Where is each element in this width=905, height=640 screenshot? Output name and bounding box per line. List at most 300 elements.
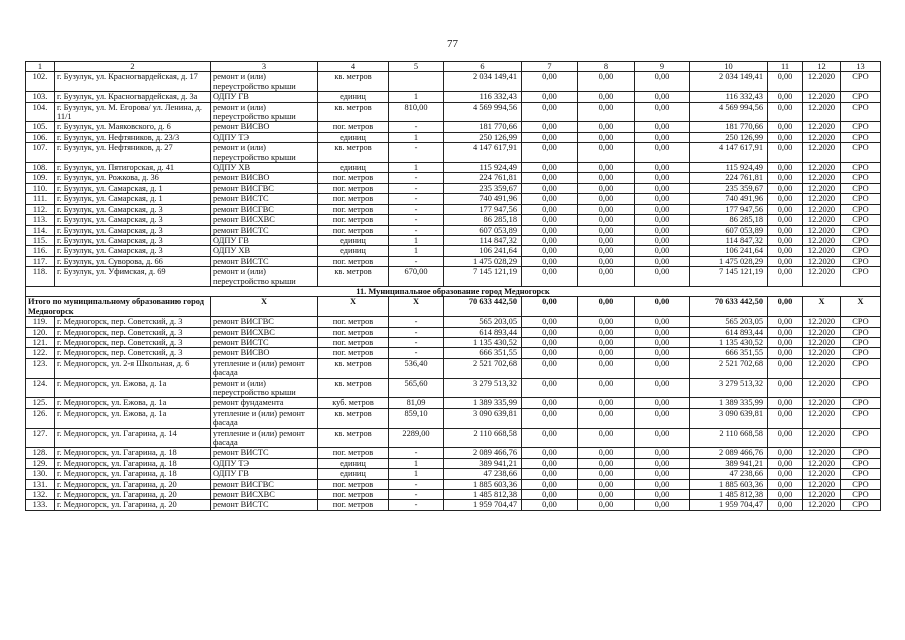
deadline-cell: 12.2020	[803, 428, 841, 448]
method-cell: СРО	[841, 327, 881, 337]
address-cell: г. Бузулук, ул. Пятигорская, д. 41	[55, 163, 211, 173]
regional-budget-cell: 0,00	[578, 267, 635, 287]
method-cell: СРО	[841, 348, 881, 358]
row-number: 111.	[26, 194, 55, 204]
method-cell: СРО	[841, 256, 881, 266]
address-cell: г. Бузулук, ул. М. Егорова/ ул. Ленина, д. 11/1	[55, 102, 211, 122]
quantity-cell: 81,09	[389, 398, 444, 408]
owner-funds-cell: 740 491,96	[690, 194, 768, 204]
owner-funds-cell: 224 761,81	[690, 173, 768, 183]
method-cell: СРО	[841, 246, 881, 256]
deadline-cell: 12.2020	[803, 448, 841, 458]
address-cell: г. Бузулук, ул. Маяковского, д. 6	[55, 122, 211, 132]
regional-budget-cell: 0,00	[578, 317, 635, 327]
column-number: 13	[841, 62, 881, 72]
specific-cost-cell: 0,00	[768, 204, 803, 214]
table-row	[26, 458, 881, 468]
address-cell: г. Бузулук, ул. Самарская, д. 3	[55, 204, 211, 214]
row-number: 103.	[26, 92, 55, 102]
total-work-cell: X	[211, 297, 318, 317]
fund-cell: 0,00	[522, 204, 578, 214]
row-number: 132.	[26, 490, 55, 500]
fund-cell: 0,00	[522, 122, 578, 132]
local-budget-cell: 0,00	[635, 458, 690, 468]
unit-cell: единиц	[318, 469, 389, 479]
deadline-cell: 12.2020	[803, 327, 841, 337]
owner-funds-cell: 4 569 994,56	[690, 102, 768, 122]
table-row	[26, 235, 881, 245]
unit-cell: кв. метров	[318, 358, 389, 378]
deadline-cell: 12.2020	[803, 490, 841, 500]
owner-funds-cell: 2 110 668,58	[690, 428, 768, 448]
owner-funds-cell: 86 285,18	[690, 215, 768, 225]
local-budget-cell: 0,00	[635, 183, 690, 193]
deadline-cell: 12.2020	[803, 398, 841, 408]
section-title-row	[26, 286, 881, 296]
table-row	[26, 102, 881, 122]
regional-budget-cell: 0,00	[578, 183, 635, 193]
quantity-cell: -	[389, 337, 444, 347]
regional-budget-cell: 0,00	[578, 235, 635, 245]
work-type-cell: ремонт и (или) переустройство крыши	[211, 72, 318, 92]
owner-funds-cell: 614 893,44	[690, 327, 768, 337]
owner-funds-cell: 250 126,99	[690, 132, 768, 142]
column-number: 6	[444, 62, 522, 72]
column-number: 7	[522, 62, 578, 72]
total-row	[26, 297, 881, 317]
total-cost-cell: 116 332,43	[444, 92, 522, 102]
table-row	[26, 225, 881, 235]
owner-funds-cell: 116 332,43	[690, 92, 768, 102]
quantity-cell: -	[389, 479, 444, 489]
deadline-cell: 12.2020	[803, 173, 841, 183]
method-cell: СРО	[841, 204, 881, 214]
total-cost-cell: 389 941,21	[444, 458, 522, 468]
total-cost-cell: 224 761,81	[444, 173, 522, 183]
fund-cell: 0,00	[522, 267, 578, 287]
row-number: 108.	[26, 163, 55, 173]
table-row	[26, 479, 881, 489]
table-row	[26, 408, 881, 428]
method-cell: СРО	[841, 337, 881, 347]
method-cell: СРО	[841, 358, 881, 378]
method-cell: СРО	[841, 469, 881, 479]
work-type-cell: ремонт ВИСТС	[211, 500, 318, 510]
row-number: 120.	[26, 327, 55, 337]
method-cell: СРО	[841, 215, 881, 225]
fund-cell: 0,00	[522, 235, 578, 245]
fund-cell: 0,00	[522, 428, 578, 448]
row-number: 121.	[26, 337, 55, 347]
quantity-cell: -	[389, 348, 444, 358]
regional-budget-cell: 0,00	[578, 72, 635, 92]
method-cell: СРО	[841, 122, 881, 132]
local-budget-cell: 0,00	[635, 500, 690, 510]
work-type-cell: ремонт ВИСТС	[211, 194, 318, 204]
unit-cell: пог. метров	[318, 173, 389, 183]
table-row	[26, 163, 881, 173]
method-cell: СРО	[841, 225, 881, 235]
specific-cost-cell: 0,00	[768, 132, 803, 142]
unit-cell: пог. метров	[318, 183, 389, 193]
deadline-cell: 12.2020	[803, 479, 841, 489]
total-cost-cell: 177 947,56	[444, 204, 522, 214]
address-cell: г. Медногорск, ул. Гагарина, д. 18	[55, 469, 211, 479]
page-number: 77	[447, 38, 458, 50]
deadline-cell: 12.2020	[803, 215, 841, 225]
owner-funds-cell: 7 145 121,19	[690, 267, 768, 287]
local-budget-cell: 0,00	[635, 448, 690, 458]
fund-cell: 0,00	[522, 215, 578, 225]
total-cost-cell: 3 090 639,81	[444, 408, 522, 428]
quantity-cell: 1	[389, 132, 444, 142]
owner-funds-cell: 181 770,66	[690, 122, 768, 132]
method-cell: СРО	[841, 398, 881, 408]
specific-cost-cell: 0,00	[768, 194, 803, 204]
row-number: 114.	[26, 225, 55, 235]
row-number: 131.	[26, 479, 55, 489]
method-cell: СРО	[841, 448, 881, 458]
work-type-cell: ремонт ВИСТС	[211, 256, 318, 266]
row-number: 128.	[26, 448, 55, 458]
deadline-cell: 12.2020	[803, 267, 841, 287]
row-number: 116.	[26, 246, 55, 256]
unit-cell: единиц	[318, 92, 389, 102]
owner-funds-cell: 389 941,21	[690, 458, 768, 468]
unit-cell: кв. метров	[318, 267, 389, 287]
address-cell: г. Медногорск, ул. Гагарина, д. 14	[55, 428, 211, 448]
row-number: 122.	[26, 348, 55, 358]
table-row	[26, 246, 881, 256]
fund-cell: 0,00	[522, 479, 578, 489]
section-title: 11. Муниципальное образование город Медногорск	[26, 286, 881, 296]
quantity-cell: 859,10	[389, 408, 444, 428]
unit-cell: единиц	[318, 163, 389, 173]
table-row	[26, 183, 881, 193]
unit-cell: кв. метров	[318, 408, 389, 428]
regional-budget-cell: 0,00	[578, 398, 635, 408]
specific-cost-cell: 0,00	[768, 235, 803, 245]
row-number: 104.	[26, 102, 55, 122]
row-number: 126.	[26, 408, 55, 428]
specific-cost-cell: 0,00	[768, 102, 803, 122]
total-qty-cell: X	[389, 297, 444, 317]
deadline-cell: 12.2020	[803, 122, 841, 132]
table-row	[26, 122, 881, 132]
total-c7-cell: 0,00	[522, 297, 578, 317]
row-number: 133.	[26, 500, 55, 510]
work-type-cell: утепление и (или) ремонт фасада	[211, 428, 318, 448]
total-cost-cell: 3 279 513,32	[444, 378, 522, 398]
total-cost-cell: 1 389 335,99	[444, 398, 522, 408]
unit-cell: пог. метров	[318, 348, 389, 358]
quantity-cell: -	[389, 204, 444, 214]
address-cell: г. Медногорск, ул. Гагарина, д. 18	[55, 458, 211, 468]
total-cost-cell: 740 491,96	[444, 194, 522, 204]
deadline-cell: 12.2020	[803, 102, 841, 122]
column-number-row	[26, 62, 881, 72]
total-cost-cell: 235 359,67	[444, 183, 522, 193]
total-cost-cell: 1 485 812,38	[444, 490, 522, 500]
work-type-cell: ремонт ВИСТС	[211, 225, 318, 235]
address-cell: г. Бузулук, ул. Самарская, д. 3	[55, 246, 211, 256]
total-cost-cell: 2 034 149,41	[444, 72, 522, 92]
fund-cell: 0,00	[522, 358, 578, 378]
specific-cost-cell: 0,00	[768, 173, 803, 183]
deadline-cell: 12.2020	[803, 92, 841, 102]
specific-cost-cell: 0,00	[768, 72, 803, 92]
work-type-cell: ОДПУ ТЭ	[211, 132, 318, 142]
address-cell: г. Бузулук, ул. Уфимская, д. 69	[55, 267, 211, 287]
address-cell: г. Бузулук, ул. Самарская, д. 1	[55, 194, 211, 204]
regional-budget-cell: 0,00	[578, 122, 635, 132]
regional-budget-cell: 0,00	[578, 256, 635, 266]
deadline-cell: 12.2020	[803, 132, 841, 142]
address-cell: г. Медногорск, ул. Гагарина, д. 20	[55, 479, 211, 489]
specific-cost-cell: 0,00	[768, 469, 803, 479]
table-row	[26, 448, 881, 458]
owner-funds-cell: 3 279 513,32	[690, 378, 768, 398]
quantity-cell: -	[389, 490, 444, 500]
table-row	[26, 469, 881, 479]
local-budget-cell: 0,00	[635, 398, 690, 408]
column-number: 1	[26, 62, 55, 72]
table-row	[26, 215, 881, 225]
row-number: 115.	[26, 235, 55, 245]
row-number: 110.	[26, 183, 55, 193]
owner-funds-cell: 607 053,89	[690, 225, 768, 235]
table-row	[26, 500, 881, 510]
address-cell: г. Медногорск, ул. 2-я Школьная, д. 6	[55, 358, 211, 378]
address-cell: г. Медногорск, ул. Гагарина, д. 18	[55, 448, 211, 458]
regional-budget-cell: 0,00	[578, 132, 635, 142]
work-type-cell: ремонт ВИСВО	[211, 122, 318, 132]
local-budget-cell: 0,00	[635, 337, 690, 347]
work-type-cell: ремонт и (или) переустройство крыши	[211, 378, 318, 398]
regional-budget-cell: 0,00	[578, 348, 635, 358]
unit-cell: пог. метров	[318, 490, 389, 500]
deadline-cell: 12.2020	[803, 225, 841, 235]
local-budget-cell: 0,00	[635, 122, 690, 132]
unit-cell: пог. метров	[318, 479, 389, 489]
fund-cell: 0,00	[522, 327, 578, 337]
specific-cost-cell: 0,00	[768, 267, 803, 287]
regional-budget-cell: 0,00	[578, 428, 635, 448]
owner-funds-cell: 235 359,67	[690, 183, 768, 193]
address-cell: г. Медногорск, ул. Гагарина, д. 20	[55, 490, 211, 500]
work-type-cell: ОДПУ ГВ	[211, 235, 318, 245]
deadline-cell: 12.2020	[803, 337, 841, 347]
address-cell: г. Медногорск, ул. Ежова, д. 1а	[55, 408, 211, 428]
work-type-cell: ремонт ВИСХВС	[211, 490, 318, 500]
deadline-cell: 12.2020	[803, 378, 841, 398]
regional-budget-cell: 0,00	[578, 92, 635, 102]
unit-cell: пог. метров	[318, 317, 389, 327]
quantity-cell: 810,00	[389, 102, 444, 122]
row-number: 106.	[26, 132, 55, 142]
specific-cost-cell: 0,00	[768, 378, 803, 398]
specific-cost-cell: 0,00	[768, 317, 803, 327]
quantity-cell: 1	[389, 246, 444, 256]
regional-budget-cell: 0,00	[578, 500, 635, 510]
repair-program-table	[25, 61, 881, 511]
regional-budget-cell: 0,00	[578, 378, 635, 398]
regional-budget-cell: 0,00	[578, 458, 635, 468]
column-number: 12	[803, 62, 841, 72]
total-cost-cell: 47 238,66	[444, 469, 522, 479]
local-budget-cell: 0,00	[635, 358, 690, 378]
unit-cell: пог. метров	[318, 215, 389, 225]
row-number: 127.	[26, 428, 55, 448]
method-cell: СРО	[841, 479, 881, 489]
local-budget-cell: 0,00	[635, 348, 690, 358]
work-type-cell: ОДПУ ГВ	[211, 469, 318, 479]
method-cell: СРО	[841, 408, 881, 428]
work-type-cell: ремонт и (или) переустройство крыши	[211, 102, 318, 122]
method-cell: СРО	[841, 458, 881, 468]
table-row	[26, 256, 881, 266]
total-cost-cell: 115 924,49	[444, 163, 522, 173]
fund-cell: 0,00	[522, 102, 578, 122]
fund-cell: 0,00	[522, 398, 578, 408]
table-row	[26, 348, 881, 358]
row-number: 118.	[26, 267, 55, 287]
table-row	[26, 428, 881, 448]
specific-cost-cell: 0,00	[768, 490, 803, 500]
address-cell: г. Бузулук, ул. Рожкова, д. 36	[55, 173, 211, 183]
owner-funds-cell: 1 959 704,47	[690, 500, 768, 510]
table-row	[26, 267, 881, 287]
unit-cell: единиц	[318, 458, 389, 468]
local-budget-cell: 0,00	[635, 490, 690, 500]
address-cell: г. Бузулук, ул. Нефтяников, д. 23/3	[55, 132, 211, 142]
table-row	[26, 143, 881, 163]
total-label: Итого по муниципальному образованию город Медногорск	[26, 297, 211, 317]
method-cell: СРО	[841, 194, 881, 204]
fund-cell: 0,00	[522, 225, 578, 235]
local-budget-cell: 0,00	[635, 256, 690, 266]
unit-cell: пог. метров	[318, 448, 389, 458]
quantity-cell: 2289,00	[389, 428, 444, 448]
address-cell: г. Бузулук, ул. Красногвардейская, д. 3а	[55, 92, 211, 102]
fund-cell: 0,00	[522, 92, 578, 102]
total-cost-cell: 1 135 430,52	[444, 337, 522, 347]
total-c9-cell: 0,00	[635, 297, 690, 317]
address-cell: г. Бузулук, ул. Самарская, д. 3	[55, 235, 211, 245]
table-row	[26, 173, 881, 183]
column-number: 8	[578, 62, 635, 72]
owner-funds-cell: 2 089 466,76	[690, 448, 768, 458]
local-budget-cell: 0,00	[635, 235, 690, 245]
specific-cost-cell: 0,00	[768, 428, 803, 448]
total-cost-cell: 114 847,32	[444, 235, 522, 245]
local-budget-cell: 0,00	[635, 428, 690, 448]
work-type-cell: ремонт ВИСТС	[211, 337, 318, 347]
address-cell: г. Медногорск, ул. Ежова, д. 1а	[55, 378, 211, 398]
address-cell: г. Бузулук, ул. Самарская, д. 1	[55, 183, 211, 193]
local-budget-cell: 0,00	[635, 163, 690, 173]
unit-cell: пог. метров	[318, 225, 389, 235]
quantity-cell: 670,00	[389, 267, 444, 287]
table-row	[26, 327, 881, 337]
quantity-cell: -	[389, 448, 444, 458]
total-cost-cell: 1 959 704,47	[444, 500, 522, 510]
row-number: 117.	[26, 256, 55, 266]
quantity-cell: 1	[389, 458, 444, 468]
fund-cell: 0,00	[522, 183, 578, 193]
method-cell: СРО	[841, 173, 881, 183]
regional-budget-cell: 0,00	[578, 358, 635, 378]
local-budget-cell: 0,00	[635, 143, 690, 163]
method-cell: СРО	[841, 163, 881, 173]
fund-cell: 0,00	[522, 72, 578, 92]
owner-funds-cell: 2 521 702,68	[690, 358, 768, 378]
owner-funds-cell: 666 351,55	[690, 348, 768, 358]
unit-cell: пог. метров	[318, 122, 389, 132]
unit-cell: единиц	[318, 235, 389, 245]
method-cell: СРО	[841, 72, 881, 92]
local-budget-cell: 0,00	[635, 408, 690, 428]
quantity-cell: -	[389, 143, 444, 163]
unit-cell: пог. метров	[318, 204, 389, 214]
total-cost-cell: 4 147 617,91	[444, 143, 522, 163]
specific-cost-cell: 0,00	[768, 458, 803, 468]
address-cell: г. Медногорск, пер. Советский, д. 3	[55, 348, 211, 358]
specific-cost-cell: 0,00	[768, 225, 803, 235]
quantity-cell: 536,40	[389, 358, 444, 378]
deadline-cell: 12.2020	[803, 408, 841, 428]
owner-funds-cell: 47 238,66	[690, 469, 768, 479]
specific-cost-cell: 0,00	[768, 215, 803, 225]
total-cost-cell: 607 053,89	[444, 225, 522, 235]
deadline-cell: 12.2020	[803, 348, 841, 358]
total-cost-cell: 1 885 603,36	[444, 479, 522, 489]
column-number: 5	[389, 62, 444, 72]
total-cost-cell: 614 893,44	[444, 327, 522, 337]
method-cell: СРО	[841, 317, 881, 327]
work-type-cell: ОДПУ ХВ	[211, 163, 318, 173]
local-budget-cell: 0,00	[635, 92, 690, 102]
owner-funds-cell: 1 485 812,38	[690, 490, 768, 500]
local-budget-cell: 0,00	[635, 215, 690, 225]
method-cell: СРО	[841, 267, 881, 287]
unit-cell: кв. метров	[318, 428, 389, 448]
fund-cell: 0,00	[522, 317, 578, 327]
table-row	[26, 317, 881, 327]
specific-cost-cell: 0,00	[768, 358, 803, 378]
unit-cell: куб. метров	[318, 398, 389, 408]
column-number: 11	[768, 62, 803, 72]
fund-cell: 0,00	[522, 490, 578, 500]
regional-budget-cell: 0,00	[578, 163, 635, 173]
work-type-cell: ремонт ВИСХВС	[211, 215, 318, 225]
quantity-cell	[389, 72, 444, 92]
unit-cell: единиц	[318, 246, 389, 256]
work-type-cell: ОДПУ ТЭ	[211, 458, 318, 468]
regional-budget-cell: 0,00	[578, 143, 635, 163]
row-number: 107.	[26, 143, 55, 163]
local-budget-cell: 0,00	[635, 246, 690, 256]
address-cell: г. Медногорск, ул. Гагарина, д. 20	[55, 500, 211, 510]
method-cell: СРО	[841, 102, 881, 122]
table-row	[26, 490, 881, 500]
deadline-cell: 12.2020	[803, 469, 841, 479]
specific-cost-cell: 0,00	[768, 163, 803, 173]
local-budget-cell: 0,00	[635, 317, 690, 327]
specific-cost-cell: 0,00	[768, 92, 803, 102]
unit-cell: пог. метров	[318, 500, 389, 510]
work-type-cell: ремонт фундамента	[211, 398, 318, 408]
